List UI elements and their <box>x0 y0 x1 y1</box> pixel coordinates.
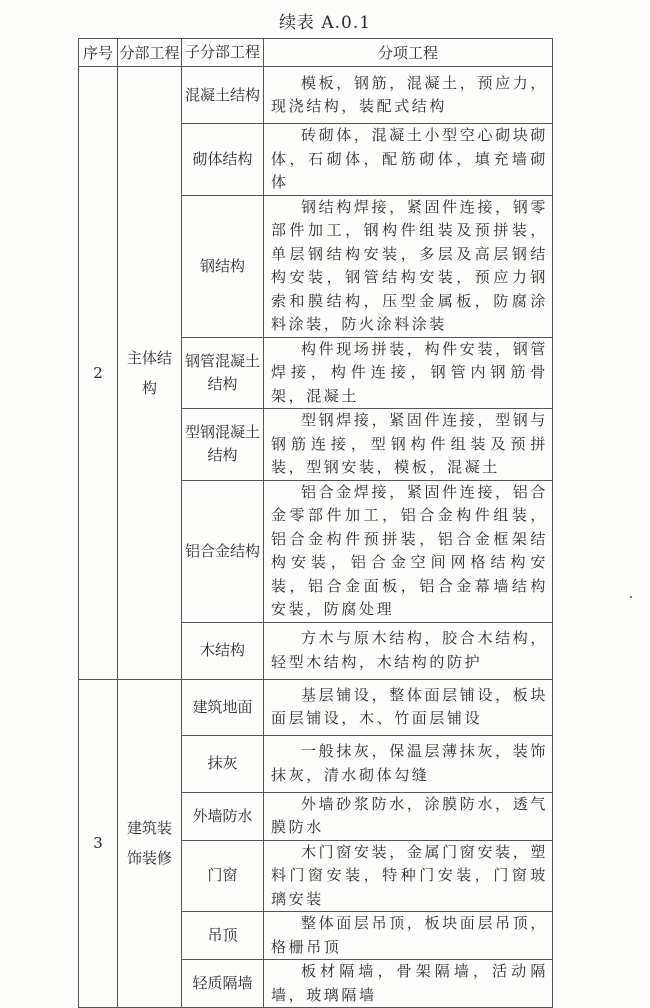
items-cell: 基层铺设，整体面层铺设，板块面层铺设，木、竹面层铺设 <box>264 679 553 735</box>
items-cell: 整体面层吊顶，板块面层吊顶，格栅吊顶 <box>264 912 553 960</box>
table-row <box>79 679 553 735</box>
items-cell: 方木与原木结构，胶合木结构，轻型木结构，木结构的防护 <box>264 622 553 679</box>
subdivision-name: 轻质隔墙 <box>182 960 264 1008</box>
subdivision-name: 门窗 <box>182 840 264 912</box>
items-cell: 砖砌体，混凝土小型空心砌块砌体，石砌体，配筋砌体，填充墙砌体 <box>264 124 553 196</box>
header-no: 序号 <box>79 39 118 67</box>
subdivision-name: 型钢混凝土结构 <box>182 409 264 481</box>
subdivision-name: 钢结构 <box>182 195 264 337</box>
items-cell: 构件现场拼装，构件安装，钢管焊接，构件连接，钢管内钢筋骨架，混凝土 <box>264 337 553 409</box>
items-cell: 一般抹灰，保温层薄抹灰，装饰抹灰，清水砌体勾缝 <box>264 735 553 792</box>
items-cell: 铝合金焊接，紧固件连接，铝合金零部件加工，铝合金构件组装，铝合金构件预拼装，铝合金框架结构安装，铝合金空间网格结构安装，铝合金面板，铝合金幕墙结构安装，防腐处理 <box>264 480 553 622</box>
subdivision-name: 建筑地面 <box>182 679 264 735</box>
items-cell: 板材隔墙，骨架隔墙，活动隔墙，玻璃隔墙 <box>264 960 553 1008</box>
items-cell: 钢结构焊接，紧固件连接，钢零部件加工，钢构件组装及预拼装，单层钢结构安装，多层及高层钢结构安装，钢管结构安装，预应力钢索和膜结构，压型金属板，防腐涂料涂装，防火涂料涂装 <box>264 195 553 337</box>
table-header-row <box>79 39 553 67</box>
header-items: 分项工程 <box>264 39 553 67</box>
subdivision-name: 钢管混凝土结构 <box>182 337 264 409</box>
subdivision-name: 外墙防水 <box>182 792 264 840</box>
division-table <box>78 38 553 1008</box>
table-title: 续表 A.0.1 <box>278 13 372 33</box>
header-subdivision: 子分部工程 <box>182 39 264 67</box>
scan-speck <box>630 596 632 598</box>
table-body <box>79 67 553 1008</box>
division-name: 建筑装饰装修 <box>118 679 182 1008</box>
items-cell: 模板，钢筋，混凝土，预应力，现浇结构，装配式结构 <box>264 67 553 124</box>
subdivision-name: 砌体结构 <box>182 124 264 196</box>
subdivision-name: 吊顶 <box>182 912 264 960</box>
items-cell: 型钢焊接，紧固件连接，型钢与钢筋连接，型钢构件组装及预拼装，型钢安装，模板，混凝土 <box>264 409 553 481</box>
subdivision-name: 混凝土结构 <box>182 67 264 124</box>
subdivision-name: 抹灰 <box>182 735 264 792</box>
row-number: 2 <box>79 67 118 680</box>
subdivision-name: 木结构 <box>182 622 264 679</box>
row-number: 3 <box>79 679 118 1008</box>
header-division: 分部工程 <box>118 39 182 67</box>
table-row <box>79 67 553 124</box>
items-cell: 外墙砂浆防水，涂膜防水，透气膜防水 <box>264 792 553 840</box>
division-name: 主体结构 <box>118 67 182 680</box>
items-cell: 木门窗安装，金属门窗安装，塑料门窗安装，特种门安装，门窗玻璃安装 <box>264 840 553 912</box>
subdivision-name: 铝合金结构 <box>182 480 264 622</box>
